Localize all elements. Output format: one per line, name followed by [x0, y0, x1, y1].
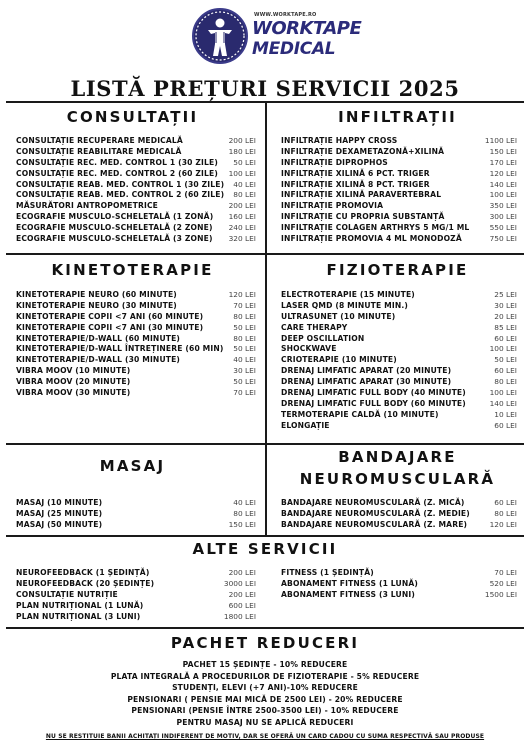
service-name: INFILTRAȚIE PROMOVIA [281, 201, 384, 211]
service-name: INFILTRAȚIE DEXAMETAZONĂ+XILINĂ [281, 146, 445, 156]
service-price: 60 LEI [494, 366, 517, 376]
service-price: 170 LEI [489, 157, 517, 167]
service-price: 20 LEI [494, 311, 517, 321]
service-name: DRENAJ LIMFATIC FULL BODY (40 MINUTE) [281, 388, 466, 398]
price-row [16, 568, 256, 579]
price-row [281, 520, 517, 531]
service-price: 50 LEI [494, 355, 517, 365]
price-row [281, 410, 517, 421]
service-name: CONSULTAȚIE NUTRIȚIE [16, 589, 118, 599]
price-row [281, 158, 517, 169]
service-name: KINETOTERAPIE/D-WALL (30 MINUTE) [16, 355, 181, 365]
price-row [16, 334, 256, 345]
logo-site: WWW.WORKTAPE.RO [254, 12, 317, 18]
price-row [16, 388, 256, 399]
price-row [16, 612, 256, 623]
service-name: ELECTROTERAPIE (15 MINUTE) [281, 290, 415, 299]
service-name: CONSULTAȚIE REC. MED. CONTROL 2 (60 ZILE) [16, 168, 218, 178]
service-name: CONSULTAȚIE REAB. MED. CONTROL 2 (60 ZILE) [16, 190, 225, 200]
service-name: NEUROFEEDBACK (1 ȘEDINȚĂ) [16, 568, 150, 577]
logo-word-medical: MEDICAL [252, 39, 336, 59]
service-price: 80 LEI [233, 190, 256, 200]
service-name: PLAN NUTRIȚIONAL (1 LUNĂ) [16, 600, 144, 610]
service-price: 50 LEI [233, 322, 256, 332]
list-bandajare [281, 498, 517, 531]
service-price: 100 LEI [228, 168, 256, 178]
service-name: CONSULTAȚIE REC. MED. CONTROL 1 (30 ZILE) [16, 157, 218, 167]
service-name: CONSULTAȚIE REABILITARE MEDICALĂ [16, 146, 182, 156]
price-row [16, 355, 256, 366]
price-row [16, 190, 256, 201]
service-name: KINETOTERAPIE/D-WALL ÎNTREȚINERE (60 MIN) [16, 344, 224, 354]
service-name: ELONGAȚIE [281, 420, 330, 430]
service-price: 200 LEI [228, 589, 256, 599]
service-price: 180 LEI [228, 146, 256, 156]
price-row [281, 147, 517, 158]
service-price: 25 LEI [494, 290, 517, 299]
service-name: KINETOTERAPIE NEURO (60 MINUTE) [16, 290, 177, 299]
service-name: BANDAJARE NEUROMUSCULARĂ (Z. MICĂ) [281, 498, 465, 507]
service-name: DEEP OSCILLATION [281, 333, 365, 343]
price-row [16, 590, 256, 601]
price-row [16, 601, 256, 612]
price-row [281, 334, 517, 345]
service-price: 100 LEI [489, 344, 517, 354]
service-name: ECOGRAFIE MUSCULO-SCHELETALĂ (1 ZONĂ) [16, 212, 214, 222]
price-row [16, 234, 256, 245]
service-price: 200 LEI [228, 136, 256, 145]
service-name: LASER QMD (8 MINUTE MIN.) [281, 300, 408, 310]
service-name: INFILTRAȚIE PROMOVIA 4 ML MONODOZĂ [281, 234, 462, 244]
price-row [281, 180, 517, 191]
worktape-logo [190, 5, 362, 65]
service-price: 350 LEI [489, 201, 517, 211]
service-name: KINETOTERAPIE/D-WALL (60 MINUTE) [16, 333, 181, 343]
list-masaj [16, 498, 256, 531]
section-title-fizioterapie: FIZIOTERAPIE [326, 261, 469, 279]
price-row [281, 312, 517, 323]
section-title-pachet-reduceri: PACHET REDUCERI [170, 634, 360, 652]
service-price: 200 LEI [228, 201, 256, 211]
price-row [16, 147, 256, 158]
service-name: INFILTRAȚIE CU PROPRIA SUBSTANȚĂ [281, 212, 445, 222]
service-price: 80 LEI [494, 377, 517, 387]
section-title-alte-servicii: ALTE SERVICII [192, 540, 338, 558]
section-title-consultatii: CONSULTAȚII [66, 108, 199, 126]
price-row [281, 301, 517, 312]
service-name: VIBRA MOOV (30 MINUTE) [16, 388, 131, 398]
price-row [16, 579, 256, 590]
footnote: NU SE RESTITUIE BANII ACHITAȚI INDIFERENT DE MOTIV, DAR SE OFERĂ UN CARD CADOU CU SUMA RESPECTIVĂ SAU PRODUSE [45, 733, 485, 740]
service-price: 50 LEI [233, 344, 256, 354]
price-row [16, 212, 256, 223]
service-price: 60 LEI [494, 420, 517, 430]
service-price: 140 LEI [489, 398, 517, 408]
section-title-bandajare-2: NEUROMUSCULARĂ [299, 470, 496, 488]
service-name: NEUROFEEDBACK (20 ȘEDINȚE) [16, 578, 155, 588]
service-price: 550 LEI [489, 223, 517, 233]
price-row [16, 136, 256, 147]
service-price: 40 LEI [233, 179, 256, 189]
section-title-infiltratii: INFILTRAȚII [338, 108, 457, 126]
price-row [281, 509, 517, 520]
price-row [281, 212, 517, 223]
discount-item: PACHET 15 ȘEDINȚE - 10% REDUCERE [182, 660, 348, 669]
price-row [16, 158, 256, 169]
discount-item: PENSIONARI ( PENSIE MAI MICĂ DE 2500 LEI) - 20% REDUCERE [127, 694, 403, 704]
price-row [16, 223, 256, 234]
service-price: 300 LEI [489, 212, 517, 222]
service-name: CRIOTERAPIE (10 MINUTE) [281, 355, 397, 365]
price-row [16, 169, 256, 180]
price-row [16, 290, 256, 301]
service-price: 600 LEI [228, 600, 256, 610]
divider [265, 253, 267, 443]
service-price: 160 LEI [228, 212, 256, 222]
service-price: 60 LEI [494, 333, 517, 343]
service-name: ECOGRAFIE MUSCULO-SCHELETALĂ (2 ZONE) [16, 223, 213, 233]
price-row [16, 377, 256, 388]
list-infiltratii [281, 136, 517, 245]
price-row [281, 234, 517, 245]
list-alte-servicii-right [281, 568, 517, 601]
price-row [16, 509, 256, 520]
service-price: 80 LEI [233, 333, 256, 343]
service-price: 3000 LEI [223, 578, 256, 588]
service-price: 50 LEI [233, 157, 256, 167]
service-name: ABONAMENT FITNESS (1 LUNĂ) [281, 578, 418, 588]
service-name: CONSULTAȚIE RECUPERARE MEDICALĂ [16, 136, 183, 145]
divider [6, 627, 524, 629]
service-name: KINETOTERAPIE NEURO (30 MINUTE) [16, 300, 177, 310]
service-name: SHOCKWAVE [281, 344, 337, 354]
service-price: 70 LEI [233, 300, 256, 310]
price-row [281, 498, 517, 509]
service-price: 30 LEI [233, 366, 256, 376]
price-row [281, 366, 517, 377]
logo-word-worktape: WORKTAPE [252, 18, 362, 39]
price-row [16, 312, 256, 323]
price-row [281, 568, 517, 579]
service-name: MASAJ (10 MINUTE) [16, 498, 103, 507]
price-row [281, 377, 517, 388]
price-row [281, 355, 517, 366]
section-title-masaj: MASAJ [99, 457, 166, 475]
service-price: 50 LEI [233, 377, 256, 387]
divider [6, 535, 524, 537]
service-price: 40 LEI [233, 355, 256, 365]
service-price: 240 LEI [228, 223, 256, 233]
list-kinetoterapie [16, 290, 256, 399]
section-title-bandajare-1: BANDAJARE [338, 448, 457, 466]
service-price: 100 LEI [489, 388, 517, 398]
service-name: VIBRA MOOV (20 MINUTE) [16, 377, 131, 387]
price-row [281, 136, 517, 147]
service-name: INFILTRAȚIE COLAGEN ARTHRYS 5 MG/1 ML [281, 223, 470, 233]
service-name: INFILTRAȚIE XILINĂ PARAVERTEBRAL [281, 190, 442, 200]
service-price: 70 LEI [494, 568, 517, 577]
service-name: DRENAJ LIMFATIC FULL BODY (60 MINUTE) [281, 398, 466, 408]
price-row [281, 579, 517, 590]
service-name: TERMOTERAPIE CALDĂ (10 MINUTE) [281, 409, 439, 419]
service-name: INFILTRAȚIE HAPPY CROSS [281, 136, 398, 145]
price-row [16, 366, 256, 377]
price-row [16, 180, 256, 191]
service-name: BANDAJARE NEUROMUSCULARĂ (Z. MARE) [281, 519, 468, 529]
price-row [16, 520, 256, 531]
service-name: VIBRA MOOV (10 MINUTE) [16, 366, 131, 376]
price-row [16, 344, 256, 355]
service-price: 120 LEI [489, 519, 517, 529]
service-price: 140 LEI [489, 179, 517, 189]
price-row [16, 301, 256, 312]
service-price: 85 LEI [494, 322, 517, 332]
price-row [281, 201, 517, 212]
service-name: CONSULTAȚIE REAB. MED. CONTROL 1 (30 ZILE) [16, 179, 225, 189]
service-name: INFILTRAȚIE DIPROPHOS [281, 157, 388, 167]
price-row [281, 190, 517, 201]
price-row [281, 323, 517, 334]
discount-item: STUDENȚI, ELEVI (+7 ANI)-10% REDUCERE [172, 683, 358, 692]
price-row [16, 201, 256, 212]
price-row [281, 223, 517, 234]
list-consultatii [16, 136, 256, 245]
price-row [281, 388, 517, 399]
service-price: 150 LEI [489, 146, 517, 156]
service-name: ABONAMENT FITNESS (3 LUNI) [281, 589, 415, 599]
service-price: 40 LEI [233, 498, 256, 507]
service-price: 100 LEI [489, 190, 517, 200]
service-price: 1500 LEI [484, 589, 517, 599]
service-name: CARE THERAPY [281, 322, 348, 332]
service-name: INFILTRAȚIE XILINĂ 8 PCT. TRIGER [281, 179, 430, 189]
price-row [16, 323, 256, 334]
service-price: 200 LEI [228, 568, 256, 577]
service-name: KINETOTERAPIE COPII <7 ANI (30 MINUTE) [16, 322, 204, 332]
service-price: 1800 LEI [223, 611, 256, 621]
service-name: MĂSURĂTORI ANTROPOMETRICE [16, 201, 158, 211]
service-name: PLAN NUTRIȚIONAL (3 LUNI) [16, 611, 141, 621]
service-price: 70 LEI [233, 388, 256, 398]
price-row [281, 290, 517, 301]
service-price: 520 LEI [489, 578, 517, 588]
service-price: 150 LEI [228, 519, 256, 529]
service-price: 120 LEI [228, 290, 256, 299]
service-price: 320 LEI [228, 234, 256, 244]
logo-figure-icon [192, 8, 248, 64]
service-price: 80 LEI [494, 508, 517, 518]
service-name: MASAJ (25 MINUTE) [16, 508, 103, 518]
list-fizioterapie [281, 290, 517, 432]
service-price: 80 LEI [233, 508, 256, 518]
section-title-kinetoterapie: KINETOTERAPIE [51, 261, 214, 279]
price-row [281, 590, 517, 601]
service-name: DRENAJ LIMFATIC APARAT (20 MINUTE) [281, 366, 452, 376]
price-row [281, 344, 517, 355]
price-row [281, 399, 517, 410]
service-name: INFILTRAȚIE XILINĂ 6 PCT. TRIGER [281, 168, 430, 178]
service-price: 120 LEI [489, 168, 517, 178]
service-price: 10 LEI [494, 409, 517, 419]
service-name: DRENAJ LIMFATIC APARAT (30 MINUTE) [281, 377, 452, 387]
service-price: 750 LEI [489, 234, 517, 244]
page-title: LISTĂ PREȚURI SERVICII 2025 [70, 76, 460, 101]
price-row [281, 421, 517, 432]
service-name: FITNESS (1 ȘEDINȚĂ) [281, 568, 374, 577]
discount-item: PENTRU MASAJ NU SE APLICĂ REDUCERI [176, 717, 354, 727]
price-row [16, 498, 256, 509]
price-row [281, 169, 517, 180]
service-price: 80 LEI [233, 311, 256, 321]
service-name: MASAJ (50 MINUTE) [16, 519, 103, 529]
service-name: BANDAJARE NEUROMUSCULARĂ (Z. MEDIE) [281, 508, 470, 518]
service-name: KINETOTERAPIE COPII <7 ANI (60 MINUTE) [16, 311, 204, 321]
list-alte-servicii-left [16, 568, 256, 622]
service-name: ECOGRAFIE MUSCULO-SCHELETALĂ (3 ZONE) [16, 234, 213, 244]
discount-item: PLATA INTEGRALĂ A PROCEDURILOR DE FIZIOTERAPIE - 5% REDUCERE [110, 671, 420, 681]
service-price: 30 LEI [494, 300, 517, 310]
discount-item: PENSIONARI (PENSIE ÎNTRE 2500-3500 LEI) - 10% REDUCERE [131, 706, 399, 715]
service-name: ULTRASUNET (10 MINUTE) [281, 311, 396, 321]
list-pachet-reduceri [0, 659, 530, 728]
service-price: 1100 LEI [484, 136, 517, 145]
service-price: 60 LEI [494, 498, 517, 507]
